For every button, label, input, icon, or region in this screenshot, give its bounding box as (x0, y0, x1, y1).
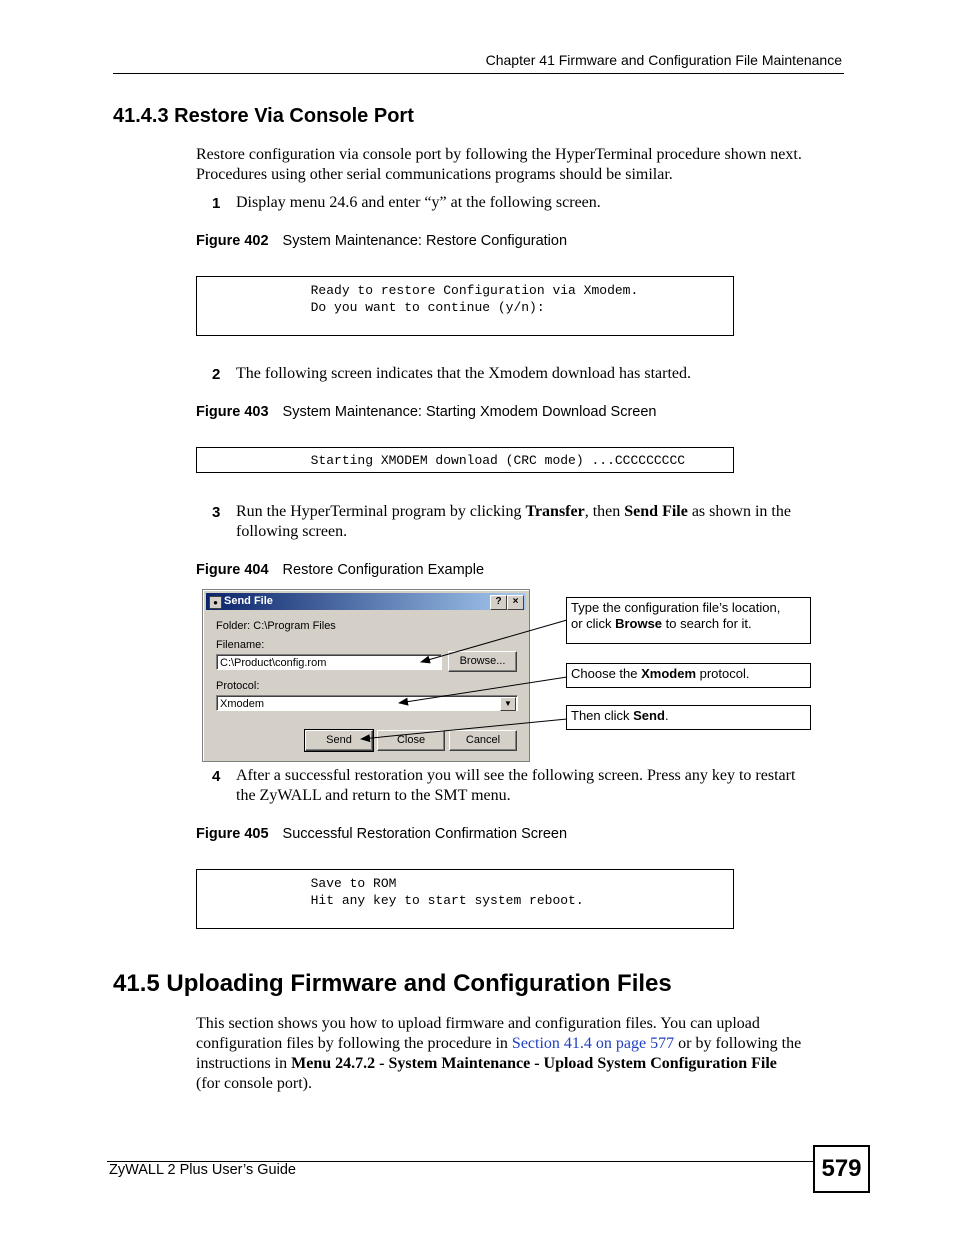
callout-line (571, 616, 806, 632)
help-button[interactable]: ? (490, 595, 507, 610)
step-text-part: as shown in the (687, 503, 791, 520)
terminal-text: Ready to restore Configuration via Xmodem. Do you want to continue (y/n): (310, 283, 639, 315)
xmodem-ref: Xmodem (641, 666, 697, 681)
paragraph-text: configuration files by following the procedure in (196, 1035, 512, 1052)
paragraph-text: instructions in (196, 1055, 292, 1072)
step-text-line-2: the ZyWALL and return to the SMT menu. (236, 787, 511, 804)
arrow-to-protocol (399, 677, 567, 703)
figure-title: System Maintenance: Starting Xmodem Download Screen (282, 404, 657, 420)
step-text-4 (236, 766, 846, 806)
callout-filename (566, 597, 811, 644)
figure-title: Restore Configuration Example (282, 562, 485, 578)
paragraph-line-3 (196, 1054, 856, 1074)
section-heading-41-4-3: 41.4.3 Restore Via Console Port (113, 105, 414, 127)
intro-line-2: Procedures using other serial communications programs should be similar. (196, 166, 673, 183)
paragraph-line-1: This section shows you how to upload firmware and configuration files. You can upload (196, 1015, 760, 1032)
callout-protocol (566, 663, 811, 688)
step-text-line-2: following screen. (236, 523, 348, 540)
section-heading-41-5: 41.5 Uploading Firmware and Configuration Files (113, 970, 672, 997)
hyperterminal-icon: ● (209, 596, 222, 609)
step-number-4: 4 (212, 768, 221, 785)
callout-text: . (664, 708, 669, 723)
paragraph-line-4: (for console port). (196, 1075, 312, 1092)
figure-label: Figure 404 (196, 562, 269, 578)
browse-button[interactable]: Browse... (448, 651, 517, 672)
section-41-4-link[interactable]: Section 41.4 on page 577 (511, 1035, 675, 1052)
menu-reference: Menu 24.7.2 - System Maintenance - Upload System Configuration File (291, 1055, 777, 1072)
paragraph-line-2 (196, 1034, 856, 1054)
callout-text: Then click (571, 708, 634, 723)
step-text-part: Run the HyperTerminal program by clicking (236, 503, 526, 520)
step-number-1: 1 (212, 195, 221, 212)
callout-text: to search for it. (662, 616, 752, 631)
close-button[interactable]: Close (377, 730, 445, 751)
close-icon[interactable]: × (507, 595, 524, 610)
send-file-ref: Send File (624, 503, 688, 520)
step-text-2: The following screen indicates that the Xmodem download has started. (236, 365, 691, 382)
callout-text: Choose the (571, 666, 642, 681)
browse-ref: Browse (615, 616, 663, 631)
step-number-2: 2 (212, 366, 221, 383)
cancel-button[interactable]: Cancel (449, 730, 517, 751)
figure-label: Figure 402 (196, 233, 269, 249)
dialog-title: Send File (224, 595, 273, 607)
callout-text: protocol. (696, 666, 750, 681)
paragraph-text: or by following the (674, 1035, 802, 1052)
running-header: Chapter 41 Firmware and Configuration File Maintenance (485, 52, 842, 68)
step-text-part: , then (584, 503, 625, 520)
folder-label: Folder: C:\Program Files (216, 620, 336, 632)
figure-title: System Maintenance: Restore Configuration (282, 233, 568, 249)
intro-line-1: Restore configuration via console port by following the HyperTerminal procedure shown next. (196, 146, 802, 163)
figure-label: Figure 405 (196, 826, 269, 842)
figure-label: Figure 403 (196, 404, 269, 420)
filename-label: Filename: (216, 639, 265, 651)
terminal-text: Starting XMODEM download (CRC mode) ...CCCCCCCCC (217, 453, 686, 468)
send-ref: Send (633, 708, 665, 723)
step-number-3: 3 (212, 504, 221, 521)
figure-405-caption (196, 826, 567, 842)
terminal-text: Save to ROM Hit any key to start system reboot. (310, 876, 584, 908)
arrow-to-send (361, 719, 567, 739)
arrow-to-filename (421, 620, 567, 662)
callout-send (566, 705, 811, 730)
step-text-line-1: After a successful restoration you will see the following screen. Press any key to restart (236, 767, 796, 784)
transfer-menu-ref: Transfer (525, 503, 585, 520)
protocol-label: Protocol: (216, 680, 260, 692)
callout-line: Type the configuration file’s location, (571, 600, 781, 615)
section-41-5-paragraph (196, 1014, 856, 1094)
terminal-screen-405 (196, 869, 734, 929)
step-text-1: Display menu 24.6 and enter “y” at the following screen. (236, 194, 601, 211)
protocol-selected-value: Xmodem (220, 698, 265, 710)
footer-guide-title: ZyWALL 2 Plus User’s Guide (109, 1162, 296, 1178)
figure-title: Successful Restoration Confirmation Screen (282, 826, 568, 842)
chevron-down-icon[interactable]: ▼ (500, 697, 516, 711)
filename-input[interactable]: C:\Product\config.rom (216, 654, 442, 670)
send-button[interactable]: Send (305, 730, 373, 751)
callout-text: or click (571, 616, 616, 631)
page-number: 579 (813, 1145, 870, 1193)
